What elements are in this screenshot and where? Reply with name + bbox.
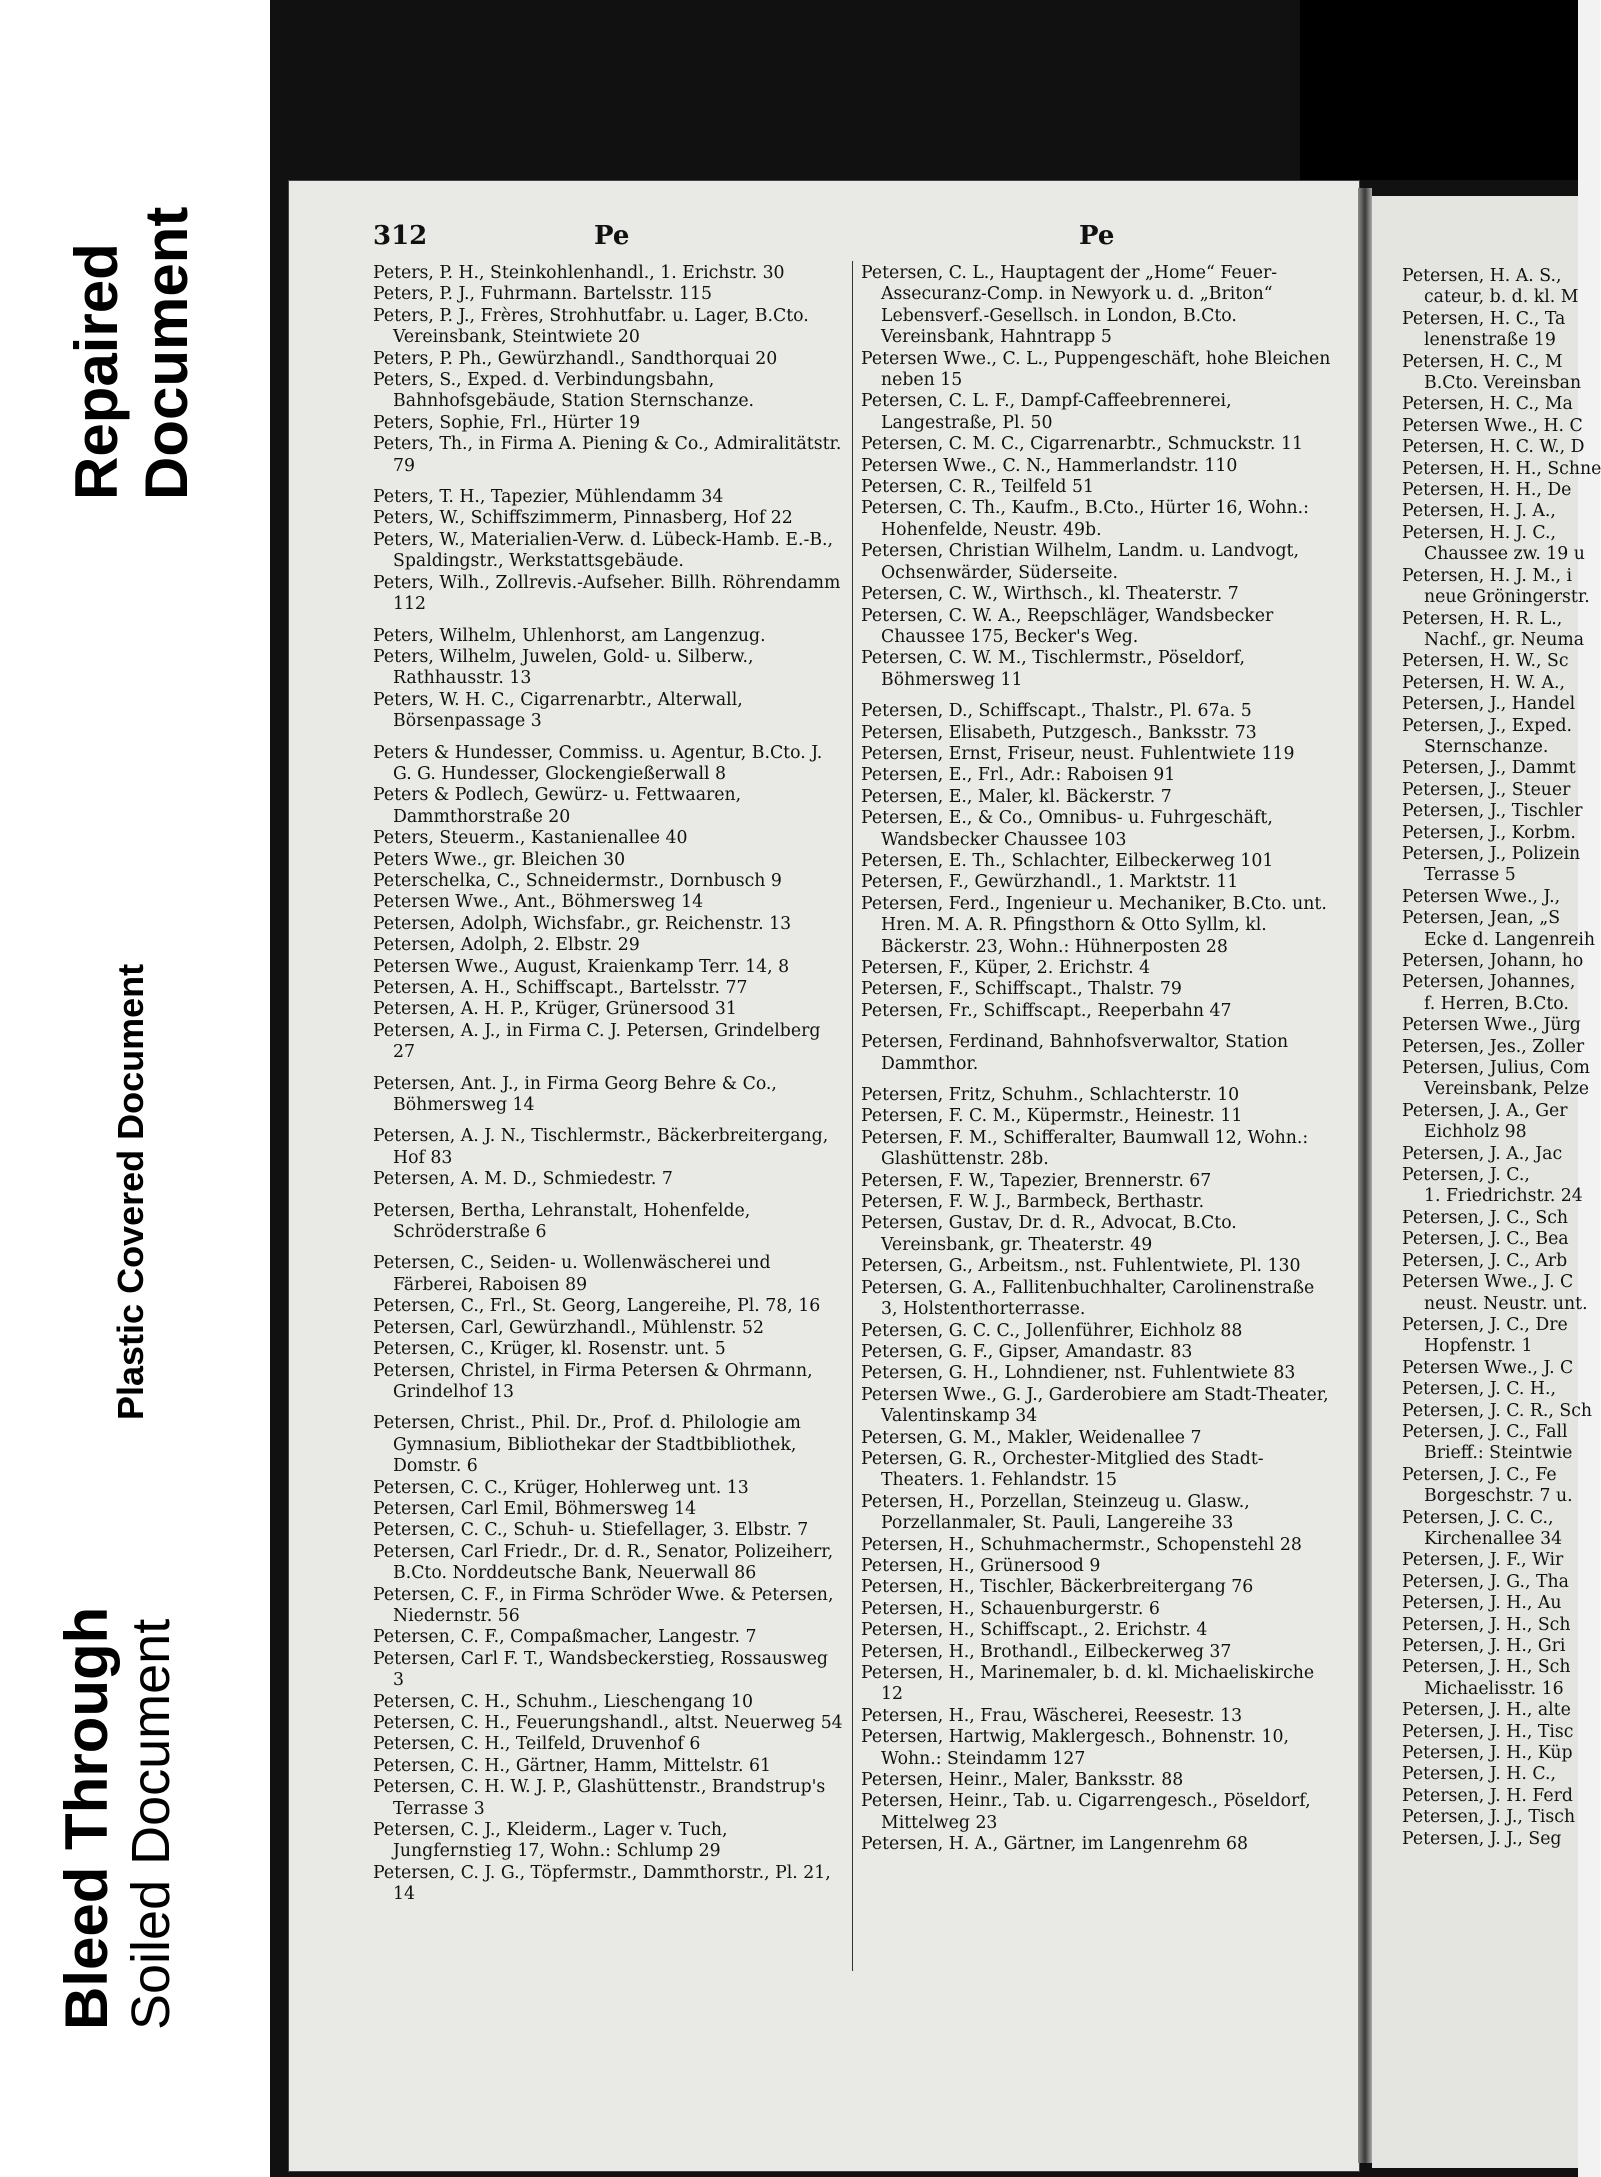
next-page-line: Petersen, Julius, Com xyxy=(1402,1058,1590,1079)
next-page-line: Petersen, J. C. H., xyxy=(1402,1379,1556,1400)
next-page-line: Petersen, H. W. A., xyxy=(1402,672,1565,693)
left-column xyxy=(373,263,843,1906)
directory-page xyxy=(288,180,1360,2172)
directory-entry: Petersen, F. C. M., Küpermstr., Heinestr. 11 xyxy=(861,1106,1243,1127)
directory-entry: Petersen, A. J., in Firma C. J. Petersen, Grindelberg 27 xyxy=(373,1020,821,1063)
next-page-line: Petersen, H. J. A., xyxy=(1402,501,1556,522)
next-page-line: Chaussee zw. 19 u xyxy=(1424,544,1585,565)
next-page-line: Petersen, H. J. C., xyxy=(1402,522,1556,543)
directory-entry: Petersen, C. J., Kleiderm., Lager v. Tuch, Jungfernstieg 17, Wohn.: Schlump 29 xyxy=(373,1820,728,1862)
next-page-line: Petersen, J. H., Küp xyxy=(1402,1743,1573,1764)
next-page-line: Petersen, J. A., Jac xyxy=(1402,1143,1563,1164)
next-page-line: Petersen, J. H. Ferd xyxy=(1402,1785,1573,1806)
directory-entry: Petersen, Fritz, Schuhm., Schlachterstr. 10 xyxy=(861,1085,1240,1106)
directory-entry: Petersen, H., Porzellan, Steinzeug u. Glasw., Porzellanmaler, St. Pauli, Langereihe 33 xyxy=(861,1491,1250,1534)
next-page-column xyxy=(1402,266,1601,1850)
directory-entry: Peters, P. J., Fuhrmann. Bartelsstr. 115 xyxy=(373,284,712,305)
directory-entry: Petersen, A. M. D., Schmiedestr. 7 xyxy=(373,1169,673,1190)
next-page-line: Petersen, J. A., Ger xyxy=(1402,1100,1568,1121)
next-page-line: Petersen, J. C. C., xyxy=(1402,1507,1554,1528)
directory-entry: Petersen, F., Schiffscapt., Thalstr. 79 xyxy=(861,979,1182,1000)
right-column xyxy=(861,263,1335,1856)
directory-entry: Petersen, Heinr., Maler, Banksstr. 88 xyxy=(861,1770,1184,1791)
next-page-line: Petersen, J., Tischler xyxy=(1402,801,1583,822)
next-page-line: Petersen, J. C. R., Sch xyxy=(1402,1400,1593,1421)
next-page-line: Petersen, H. R. L., xyxy=(1402,608,1563,629)
directory-entry: Petersen, Ernst, Friseur, neust. Fuhlentwiete 119 xyxy=(861,743,1295,764)
directory-entry: Petersen, Carl Friedr., Dr. d. R., Senator, Polizeiherr, B.Cto. Norddeutsche Bank, Neuerwall 86 xyxy=(373,1541,834,1584)
next-page-line: Petersen, H. C. W., D xyxy=(1402,437,1585,458)
directory-entry: Peters, W. H. C., Cigarrenarbtr., Alterwall, Börsenpassage 3 xyxy=(373,689,743,732)
directory-entry: Peters, S., Exped. d. Verbindungsbahn, Bahnhofsgebäude, Station Sternschanze. xyxy=(373,370,755,412)
next-page-line: Petersen, Jes., Zoller xyxy=(1402,1036,1585,1057)
directory-entry: Petersen, C. H., Teilfeld, Druvenhof 6 xyxy=(373,1734,701,1755)
next-page-line: Petersen, H. A. S., xyxy=(1402,266,1562,286)
directory-entry: Petersen, C. R., Teilfeld 51 xyxy=(861,477,1094,498)
page-number: 312 xyxy=(373,221,428,251)
directory-entry: Peters, Steuerm., Kastanienallee 40 xyxy=(373,828,688,849)
directory-entry: Petersen, Gustav, Dr. d. R., Advocat, B.Cto. Vereinsbank, gr. Theaterstr. 49 xyxy=(861,1213,1237,1255)
margin-labels xyxy=(0,0,270,2177)
directory-entry: Peters, Wilhelm, Juwelen, Gold- u. Silberw., Rathhausstr. 13 xyxy=(373,646,754,689)
directory-entry: Petersen, F. M., Schifferalter, Baumwall 12, Wohn.: Glashüttenstr. 28b. xyxy=(861,1127,1309,1170)
directory-entry: Petersen, G. A., Fallitenbuchhalter, Carolinenstraße 3, Holstenthorterrasse. xyxy=(861,1277,1315,1320)
directory-entry: Peters & Hundesser, Commiss. u. Agentur, B.Cto. J. G. G. Hundesser, Glockengießerwall 8 xyxy=(373,742,823,784)
directory-entry: Peters, Sophie, Frl., Hürter 19 xyxy=(373,412,641,433)
directory-entry: Peters, Wilhelm, Uhlenhorst, am Langenzug. xyxy=(373,625,766,646)
directory-entry: Petersen, H., Schuhmachermstr., Schopenstehl 28 xyxy=(861,1534,1302,1555)
directory-entry: Peters, Wilh., Zollrevis.-Aufseher. Billh. Röhrendamm 112 xyxy=(373,572,841,615)
directory-entry: Petersen Wwe., G. J., Garderobiere am Stadt-Theater, Valentinskamp 34 xyxy=(861,1384,1329,1427)
next-page-line: Petersen, J., Steuer xyxy=(1402,779,1571,800)
next-page-line: f. Herren, B.Cto. xyxy=(1424,993,1569,1014)
directory-entry: Petersen, H., Brothandl., Eilbeckerweg 37 xyxy=(861,1641,1232,1662)
directory-entry: Petersen, E., Maler, kl. Bäckerstr. 7 xyxy=(861,786,1172,807)
directory-entry: Petersen, H., Marinemaler, b. d. kl. Michaeliskirche 12 xyxy=(861,1663,1315,1705)
directory-entry: Petersen, H., Schauenburgerstr. 6 xyxy=(861,1598,1160,1619)
next-page-line: Vereinsbank, Pelze xyxy=(1424,1079,1590,1100)
next-page-line: neust. Neustr. unt. xyxy=(1424,1293,1588,1314)
directory-entry: Petersen, C., Seiden- u. Wollenwäscherei und Färberei, Raboisen 89 xyxy=(373,1253,771,1295)
next-page-line: Kirchenallee 34 xyxy=(1424,1528,1563,1549)
directory-entry: Petersen, C. F., Compaßmacher, Langestr. 7 xyxy=(373,1627,757,1648)
next-page-line: Petersen, H. W., Sc xyxy=(1402,651,1569,672)
directory-entry: Petersen, C. W., Wirthsch., kl. Theaterstr. 7 xyxy=(861,584,1239,605)
next-page-line: Petersen Wwe., J. C xyxy=(1402,1272,1574,1293)
next-page-line: Petersen, H. C., Ta xyxy=(1402,308,1566,329)
next-page-partial xyxy=(1372,196,1601,2168)
directory-entry: Petersen Wwe., C. N., Hammerlandstr. 110 xyxy=(861,455,1238,476)
directory-entry: Petersen, C. L. F., Dampf-Caffeebrennerei, Langestraße, Pl. 50 xyxy=(861,391,1232,433)
directory-entry: Petersen, E., & Co., Omnibus- u. Fuhrgeschäft, Wandsbecker Chaussee 103 xyxy=(861,808,1273,850)
directory-entry: Petersen, G. F., Gipser, Amandastr. 83 xyxy=(861,1341,1193,1362)
next-page-line: Petersen, J., Korbm. xyxy=(1402,822,1576,843)
column-divider xyxy=(852,261,853,1971)
next-page-line: Petersen, J. G., Tha xyxy=(1402,1571,1569,1592)
next-page-line: Petersen, J. C., Fall xyxy=(1402,1421,1568,1442)
next-page-line: Terrasse 5 xyxy=(1424,865,1516,886)
directory-entry: Petersen, C. H. W. J. P., Glashüttenstr., Brandstrup's Terrasse 3 xyxy=(373,1777,826,1819)
directory-entry: Petersen, Adolph, 2. Elbstr. 29 xyxy=(373,935,640,956)
next-page-line: Petersen, H. J. M., i xyxy=(1402,565,1573,586)
next-page-line: 1. Friedrichstr. 24 xyxy=(1424,1186,1583,1207)
directory-entry: Petersen, H., Tischler, Bäckerbreitergang 76 xyxy=(861,1577,1254,1598)
directory-entry: Peters, W., Materialien-Verw. d. Lübeck-Hamb. E.-B., Spaldingstr., Werkstattsgebäude. xyxy=(373,529,834,572)
directory-entry: Petersen, G. H., Lohndiener, nst. Fuhlentwiete 83 xyxy=(861,1363,1296,1384)
directory-entry: Petersen, Carl, Gewürzhandl., Mühlenstr. 52 xyxy=(373,1317,764,1338)
next-page-line: Petersen, J., Handel xyxy=(1402,694,1576,715)
next-page-line: Sternschanze. xyxy=(1424,736,1549,757)
next-page-line: lenenstraße 19 xyxy=(1424,330,1556,351)
header-abbrev-right: Pe xyxy=(1079,221,1115,251)
scanner-bar xyxy=(1300,0,1600,180)
directory-entry: Petersen, Ferdinand, Bahnhofsverwaltor, Station Dammthor. xyxy=(861,1032,1289,1074)
directory-entry: Peters, P. J., Frères, Strohhutfabr. u. Lager, B.Cto. Vereinsbank, Steintwiete 20 xyxy=(373,305,809,348)
directory-entry: Petersen, G. R., Orchester-Mitglied des Stadt-Theaters. 1. Fehlandstr. 15 xyxy=(861,1448,1264,1491)
next-page-line: Petersen, J., Exped. xyxy=(1402,715,1572,736)
directory-entry: Petersen, C., Frl., St. Georg, Langereihe, Pl. 78, 16 xyxy=(373,1296,821,1317)
directory-entry: Petersen Wwe., August, Kraienkamp Terr. 14, 8 xyxy=(373,956,790,977)
directory-entry: Petersen, C. F., in Firma Schröder Wwe. & Petersen, Niedernstr. 56 xyxy=(373,1584,834,1626)
directory-entry: Petersen, C. C., Schuh- u. Stiefellager, 3. Elbstr. 7 xyxy=(373,1520,809,1541)
header-abbrev-left: Pe xyxy=(594,221,630,251)
next-page-line: cateur, b. d. kl. M xyxy=(1424,287,1579,308)
next-page-line: Petersen, J. H., Sch xyxy=(1402,1614,1571,1635)
label-soiled-document: Soiled Document xyxy=(121,1618,181,2030)
directory-entry: Petersen Wwe., Ant., Böhmersweg 14 xyxy=(373,892,704,913)
directory-entry: Peters & Podlech, Gewürz- u. Fettwaaren, Dammthorstraße 20 xyxy=(373,785,742,827)
directory-entry: Petersen, G. M., Makler, Weidenallee 7 xyxy=(861,1427,1202,1448)
label-plastic-covered: Plastic Covered Document xyxy=(110,963,151,1420)
directory-entry: Petersen, Carl Emil, Böhmersweg 14 xyxy=(373,1498,697,1519)
next-page-line: Petersen Wwe., J. C xyxy=(1402,1357,1574,1378)
next-page-line: Petersen, J. C., Arb xyxy=(1402,1250,1568,1271)
directory-entry: Petersen, A. J. N., Tischlermstr., Bäckerbreitergang, Hof 83 xyxy=(373,1126,829,1168)
next-page-line: Nachf., gr. Neuma xyxy=(1424,629,1585,650)
directory-entry: Petersen, Carl F. T., Wandsbeckerstieg, Rossausweg 3 xyxy=(373,1648,828,1691)
next-page-line: Petersen, J. F., Wir xyxy=(1402,1550,1564,1571)
directory-entry: Petersen, Christ., Phil. Dr., Prof. d. Philologie am Gymnasium, Bibliothekar der Stadtbibliothek, Domstr. 6 xyxy=(373,1413,801,1477)
directory-entry: Petersen, H., Schiffscapt., 2. Erichstr. 4 xyxy=(861,1620,1208,1641)
directory-entry: Petersen, C. Th., Kaufm., B.Cto., Hürter 16, Wohn.: Hohenfelde, Neustr. 49b. xyxy=(861,498,1309,540)
directory-entry: Petersen, G., Arbeitsm., nst. Fuhlentwiete, Pl. 130 xyxy=(861,1256,1301,1277)
next-page-line: Petersen, J. C., Dre xyxy=(1402,1314,1568,1335)
directory-entry: Petersen, H. A., Gärtner, im Langenrehm 68 xyxy=(861,1834,1248,1855)
directory-entry: Peters, P. Ph., Gewürzhandl., Sandthorquai 20 xyxy=(373,348,778,369)
next-page-line: Petersen, Johann, ho xyxy=(1402,951,1584,971)
directory-entry: Petersen, C. M. C., Cigarrenarbtr., Schmuckstr. 11 xyxy=(861,434,1303,455)
label-repaired-line2: Document xyxy=(133,206,200,500)
next-page-line: Michaelisstr. 16 xyxy=(1424,1678,1564,1699)
next-page-line: Ecke d. Langenreih xyxy=(1424,929,1596,950)
directory-entry: Petersen, Christian Wilhelm, Landm. u. Landvogt, Ochsenwärder, Süderseite. xyxy=(861,541,1299,583)
next-page-line: Petersen, J. H., Au xyxy=(1402,1593,1562,1614)
next-page-line: neue Gröningerstr. xyxy=(1424,587,1590,608)
next-page-line: Petersen, Johannes, xyxy=(1402,972,1576,993)
directory-entry: Petersen, Bertha, Lehranstalt, Hohenfelde, Schröderstraße 6 xyxy=(373,1200,751,1243)
next-page-line: Petersen, J. H., alte xyxy=(1402,1700,1571,1721)
directory-entry: Petersen, Hartwig, Maklergesch., Bohnenstr. 10, Wohn.: Steindamm 127 xyxy=(861,1727,1289,1769)
directory-entry: Petersen, F., Küper, 2. Erichstr. 4 xyxy=(861,958,1151,978)
next-page-line: Petersen Wwe., Jürg xyxy=(1402,1015,1581,1036)
directory-entry: Petersen, Christel, in Firma Petersen & Ohrmann, Grindelhof 13 xyxy=(373,1360,813,1402)
next-page-line: Petersen, Jean, „S xyxy=(1402,908,1561,929)
directory-entry: Petersen, Adolph, Wichsfabr., gr. Reichenstr. 13 xyxy=(373,913,792,934)
directory-entry: Petersen, C. H., Schuhm., Lieschengang 10 xyxy=(373,1691,753,1712)
directory-entry: Petersen, Fr., Schiffscapt., Reeperbahn 47 xyxy=(861,1000,1232,1021)
directory-entry: Petersen, A. H. P., Krüger, Grünersood 31 xyxy=(373,999,737,1020)
directory-entry: Petersen Wwe., C. L., Puppengeschäft, hohe Bleichen neben 15 xyxy=(861,348,1331,391)
next-page-line: Petersen, J. H. C., xyxy=(1402,1764,1556,1785)
next-page-line: Petersen, J. C., Bea xyxy=(1402,1229,1569,1250)
label-bleed-through: Bleed Through xyxy=(53,1606,120,2030)
directory-entry: Peterschelka, C., Schneidermstr., Dornbusch 9 xyxy=(373,870,782,891)
directory-entry: Peters Wwe., gr. Bleichen 30 xyxy=(373,849,626,870)
directory-entry: Petersen, C. J. G., Töpfermstr., Dammthorstr., Pl. 21, 14 xyxy=(373,1862,831,1905)
directory-entry: Petersen, F. W. J., Barmbeck, Berthastr. xyxy=(861,1192,1205,1213)
directory-entry: Peters, T. H., Tapezier, Mühlendamm 34 xyxy=(373,487,724,508)
next-page-line: Brieff.: Steintwie xyxy=(1424,1443,1573,1464)
next-page-line: Petersen, J. H., Sch xyxy=(1402,1657,1571,1678)
next-page-line: Eichholz 98 xyxy=(1424,1122,1527,1143)
directory-entry: Petersen, H., Frau, Wäscherei, Reesestr. 13 xyxy=(861,1705,1243,1726)
next-page-line: Petersen, J. C., Fe xyxy=(1402,1464,1557,1485)
directory-entry: Petersen, Elisabeth, Putzgesch., Banksstr. 73 xyxy=(861,722,1257,743)
next-page-line: Petersen Wwe., J., xyxy=(1402,886,1561,907)
book-gutter xyxy=(1358,188,1372,2163)
next-page-line: Petersen, J., Polizein xyxy=(1402,843,1581,864)
next-page-line: B.Cto. Vereinsban xyxy=(1424,373,1582,394)
next-page-line: Petersen, J. H., Tisc xyxy=(1402,1721,1574,1742)
directory-entry: Petersen, A. H., Schiffscapt., Bartelsstr. 77 xyxy=(373,978,748,998)
directory-entry: Petersen, H., Grünersood 9 xyxy=(861,1555,1101,1576)
next-page-line: Petersen, J., Dammt xyxy=(1402,758,1576,779)
directory-entry: Petersen, C. H., Feuerungshandl., altst. Neuerweg 54 xyxy=(373,1713,843,1733)
next-page-line: Petersen, H. C., M xyxy=(1402,351,1563,372)
directory-entry: Petersen, C. W. A., Reepschläger, Wandsbecker Chaussee 175, Becker's Weg. xyxy=(861,605,1274,647)
directory-entry: Petersen, D., Schiffscapt., Thalstr., Pl. 67a. 5 xyxy=(861,701,1252,722)
directory-entry: Petersen, E., Frl., Adr.: Raboisen 91 xyxy=(861,765,1176,786)
directory-entry: Petersen, G. C. C., Jollenführer, Eichholz 88 xyxy=(861,1320,1243,1341)
next-page-line: Petersen, J. J., Seg xyxy=(1402,1828,1562,1849)
directory-entry: Peters, Th., in Firma A. Piening & Co., Admiralitätstr. 79 xyxy=(373,434,842,476)
directory-entry: Petersen, Heinr., Tab. u. Cigarrengesch., Pöseldorf, Mittelweg 23 xyxy=(861,1791,1311,1833)
next-page-line: Hopfenstr. 1 xyxy=(1424,1336,1533,1357)
next-page-line: Borgeschstr. 7 u. xyxy=(1424,1486,1573,1507)
next-page-line: Petersen, J. C., xyxy=(1402,1165,1530,1186)
next-page-line: Petersen Wwe., H. C xyxy=(1402,415,1583,436)
next-page-line: Petersen, H. C., Ma xyxy=(1402,394,1573,415)
page-header xyxy=(289,221,1359,261)
label-repaired-line1: Repaired xyxy=(63,243,130,500)
next-page-line: Petersen, H. H., De xyxy=(1402,480,1572,501)
next-page-line: Petersen, H. H., Schne xyxy=(1402,458,1601,479)
directory-entry: Petersen, F., Gewürzhandl., 1. Marktstr. 11 xyxy=(861,872,1239,893)
directory-entry: Petersen, C. L., Hauptagent der „Home“ Feuer-Assecuranz-Comp. in Newyork u. d. „Briton“ Lebensverf.-Gesellsch. in London, B.Cto. Vereinsbank, Hahntrapp 5 xyxy=(861,263,1278,348)
directory-entry: Petersen, Ferd., Ingenieur u. Mechaniker, B.Cto. unt. Hren. M. A. R. Pfingsthorn & Otto Syllm, kl. Bäckerstr. 23, Wohn.: Hühnerposten 28 xyxy=(861,893,1327,957)
directory-entry: Petersen, Ant. J., in Firma Georg Behre & Co., Böhmersweg 14 xyxy=(373,1073,777,1116)
directory-entry: Petersen, C. C., Krüger, Hohlerweg unt. 13 xyxy=(373,1477,749,1498)
next-page-line: Petersen, J. C., Sch xyxy=(1402,1207,1569,1228)
next-page-line: Petersen, J. H., Gri xyxy=(1402,1636,1566,1656)
directory-entry: Petersen, C., Krüger, kl. Rosenstr. unt. 5 xyxy=(373,1339,726,1360)
directory-entry: Petersen, C. W. M., Tischlermstr., Pöseldorf, Böhmersweg 11 xyxy=(861,648,1245,690)
directory-entry: Peters, W., Schiffszimmerm, Pinnasberg, Hof 22 xyxy=(373,508,793,529)
directory-entry: Peters, P. H., Steinkohlenhandl., 1. Erichstr. 30 xyxy=(373,263,785,283)
directory-entry: Petersen, E. Th., Schlachter, Eilbeckerweg 101 xyxy=(861,850,1274,871)
directory-entry: Petersen, C. H., Gärtner, Hamm, Mittelstr. 61 xyxy=(373,1755,772,1776)
directory-entry: Petersen, F. W., Tapezier, Brennerstr. 67 xyxy=(861,1170,1212,1191)
next-page-line: Petersen, J. J., Tisch xyxy=(1402,1807,1576,1828)
